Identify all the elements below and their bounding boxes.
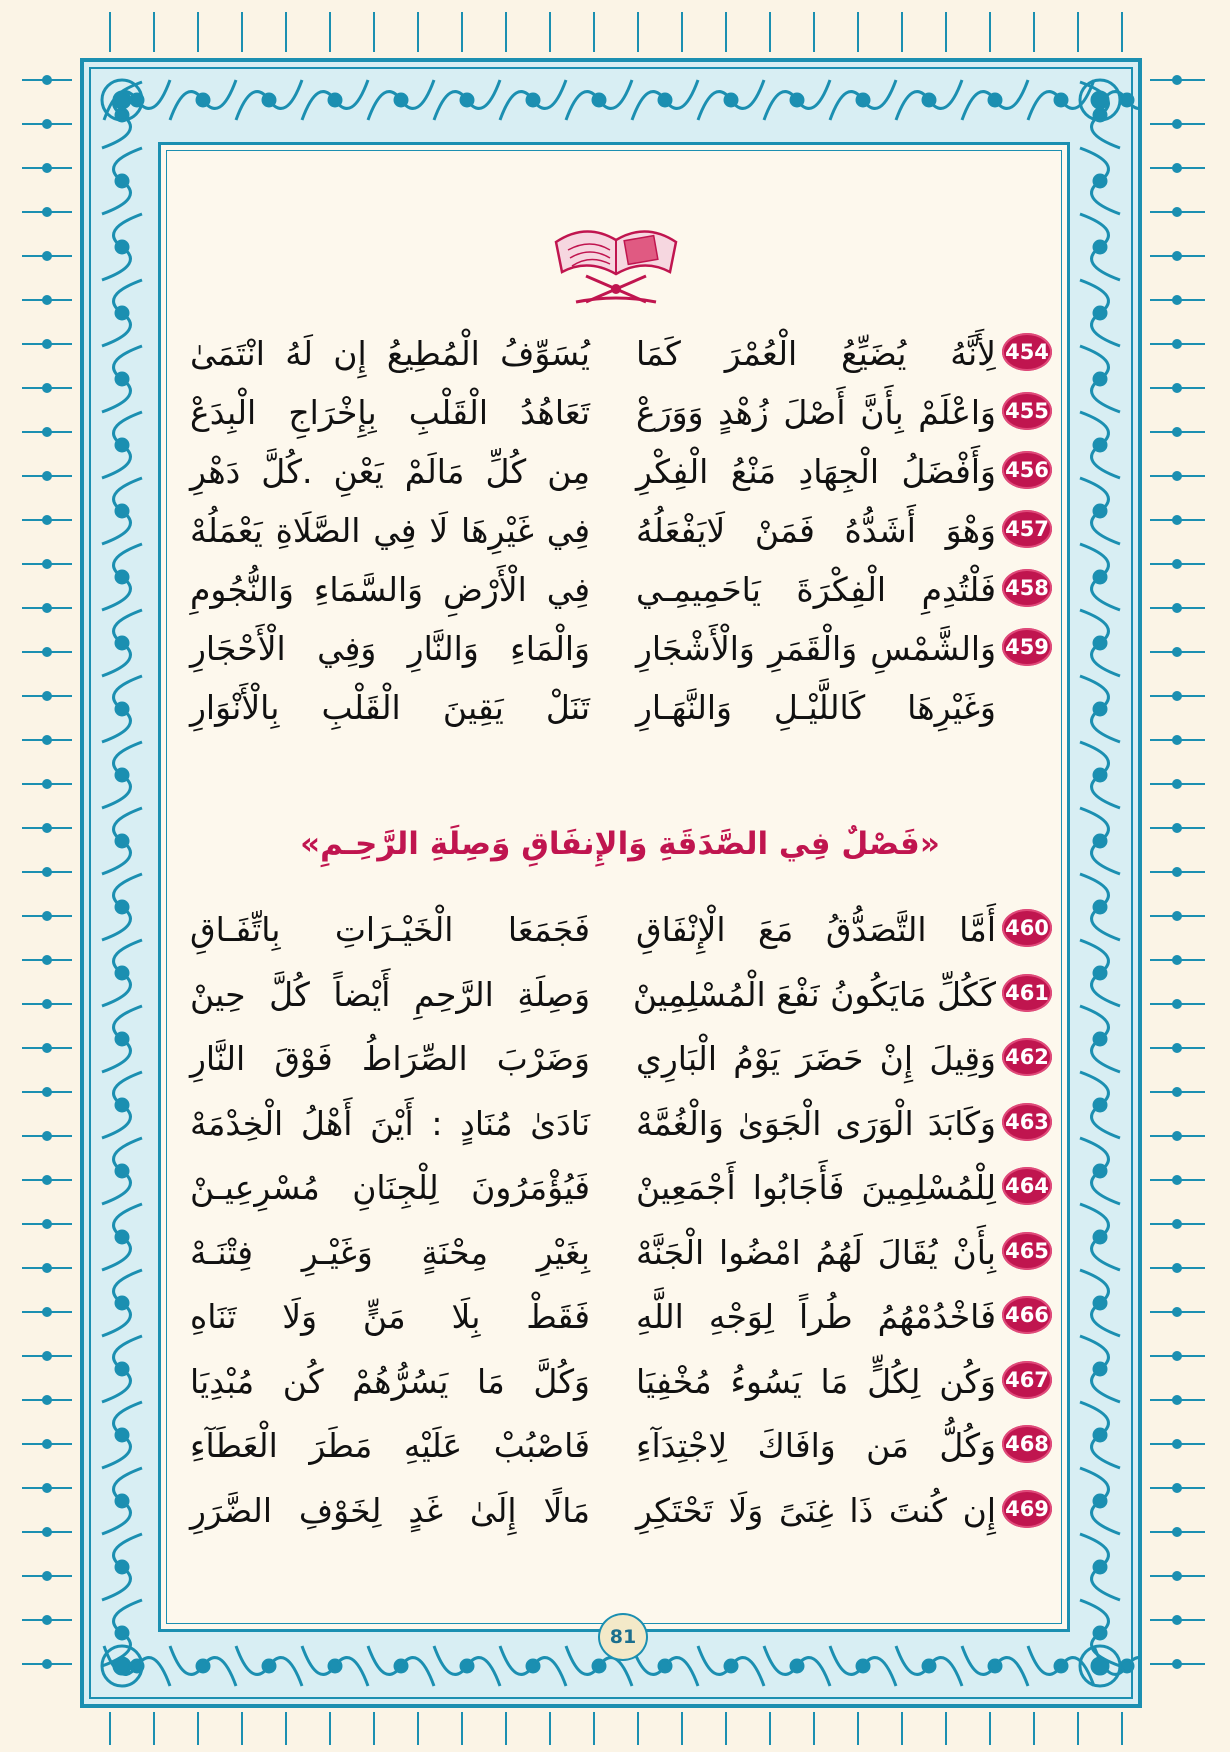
verse-second-hemistich: فِي الْأَرْضِ وَالسَّمَاءِ وَالنُّجُومِ (190, 570, 590, 609)
verse-second-hemistich: تَعَاهُدُ الْقَلْبِ بِإِخْرَاجِ الْبِدَعْ (190, 393, 590, 432)
verse-row (180, 1032, 1060, 1090)
verse-second-hemistich: وَصِلَةِ الرَّحِمِ أَيْضاً كُلَّ حِينْ (190, 974, 590, 1014)
verse-first-hemistich: فَلْتُدِمِ الْفِكْرَةَ يَاحَمِيمِـي (636, 570, 996, 609)
verse-row (180, 681, 1060, 739)
verse-number-badge: 469 (1002, 1490, 1052, 1528)
verse-first-hemistich: وَكُن لِكُلٍّ مَا يَسُوءُ مُخْفِيَا (636, 1361, 996, 1401)
verse-first-hemistich: وَهْوَ أَشَدُّهُ فَمَنْ لَايَفْعَلُهُ (636, 511, 996, 550)
verse-second-hemistich: نَادَىٰ مُنَادٍ : أَيْنَ أَهْلُ الْخِدْمَهْ (190, 1103, 590, 1143)
verse-number-badge: 462 (1002, 1038, 1052, 1076)
verse-second-hemistich: يُسَوِّفُ الْمُطِيعُ إِن لَهُ انْتَمَىٰ (190, 334, 590, 373)
verse-row (180, 622, 1060, 680)
verse-number-badge: 458 (1002, 569, 1052, 607)
verse-number-badge: 466 (1002, 1296, 1052, 1334)
verse-row (180, 1484, 1060, 1542)
verse-first-hemistich: وَكُلُّ مَن وَافَاكَ لِاجْتِدَآءِ (636, 1426, 996, 1465)
verse-first-hemistich: فَاخْدُمْهُمُ طُراً لِوَجْهِ اللَّهِ (636, 1297, 996, 1336)
verse-row (180, 563, 1060, 621)
verse-second-hemistich: مِن كُلِّ مَالَمْ يَعْنِ .كُلَّ دَهْرِ (190, 452, 590, 491)
verse-number-badge: 454 (1002, 333, 1052, 371)
verse-row (180, 445, 1060, 503)
verse-second-hemistich: فِي غَيْرِهَا لَا فِي الصَّلَاةِ يَعْمَلُهْ (190, 511, 590, 550)
verse-row (180, 968, 1060, 1026)
verse-first-hemistich: لِلْمُسْلِمِينَ فَأَجَابُوا أَجْمَعِينْ (636, 1168, 996, 1207)
verse-second-hemistich: بِغَيْرِ مِحْنَةٍ وَغَيْـرِ فِتْنَـهْ (190, 1232, 590, 1272)
verse-first-hemistich: أَمَّا التَّصَدُّقُ مَعَ الْإِنْفَاقِ (636, 910, 996, 949)
verse-row (180, 1419, 1060, 1477)
verse-second-hemistich: تَنَلْ يَقِينَ الْقَلْبِ بِالْأَنْوَارِ (190, 688, 590, 727)
verse-row (180, 1226, 1060, 1284)
verse-number-badge: 461 (1002, 974, 1052, 1012)
verse-second-hemistich: فَيُؤْمَرُونَ لِلْجِنَانِ مُسْرِعِيـنْ (190, 1168, 590, 1207)
verse-row (180, 1097, 1060, 1155)
verse-first-hemistich: إِن كُنتَ ذَا غِنَىً وَلَا تَحْتَكِرِ (636, 1490, 996, 1530)
verse-row (180, 386, 1060, 444)
verse-number-badge: 457 (1002, 510, 1052, 548)
verse-number-badge: 468 (1002, 1425, 1052, 1463)
verse-second-hemistich: وَكُلَّ مَا يَسُرُّهُمْ كُن مُبْدِيَا (190, 1361, 590, 1401)
chapter-title: «فَصْلٌ فِي الصَّدَقَةِ وَالإِنفَاقِ وَصِلَةِ الرَّحِـمِ» (300, 826, 940, 862)
verse-number-badge: 459 (1002, 628, 1052, 666)
verse-first-hemistich: وَغَيْرِهَا كَاللَّيْـلِ وَالنَّهَـارِ (636, 688, 996, 727)
verse-second-hemistich: فَقَطْ بِلَا مَنٍّ وَلَا تَنَاهِ (190, 1297, 590, 1336)
verse-row (180, 504, 1060, 562)
verse-number-badge: 465 (1002, 1232, 1052, 1270)
verse-row (180, 903, 1060, 961)
verse-first-hemistich: بِأَنْ يُقَالَ لَهُمُ امْضُوا الْجَنَّهْ (636, 1232, 996, 1272)
verse-number-badge: 464 (1002, 1167, 1052, 1205)
verse-row (180, 1161, 1060, 1219)
verse-number-badge: 460 (1002, 909, 1052, 947)
verse-second-hemistich: مَالًا إِلَىٰ غَدٍ لِخَوْفِ الضَّرَرِ (190, 1490, 590, 1530)
verse-second-hemistich: فَجَمَعَا الْخَيْـرَاتِ بِاتِّفَـاقِ (190, 910, 590, 949)
verse-second-hemistich: وَالْمَاءِ وَالنَّارِ وَفِي الْأَحْجَارِ (190, 629, 590, 668)
verse-first-hemistich: لِأَنَّهُ يُضَيِّعُ الْعُمْرَ كَمَا (636, 334, 996, 373)
verse-first-hemistich: وَكَابَدَ الْوَرَى الْجَوَىٰ وَالْغُمَّهْ (636, 1103, 996, 1143)
verse-number-badge: 467 (1002, 1361, 1052, 1399)
verse-second-hemistich: فَاصْبُبْ عَلَيْهِ مَطَرَ الْعَطَآءِ (190, 1426, 590, 1465)
verse-first-hemistich: وَاعْلَمْ بِأَنَّ أَصْلَ زُهْدٍ وَوَرَعْ (636, 393, 996, 432)
page-number: 81 (598, 1613, 648, 1661)
verse-first-hemistich: وَأَفْضَلُ الْجِهَادِ مَنْعُ الْفِكْرِ (636, 452, 996, 491)
quran-book-icon (546, 202, 686, 312)
verse-first-hemistich: وَالشَّمْسِ وَالْقَمَرِ وَالْأَشْجَارِ (636, 629, 996, 668)
verse-second-hemistich: وَضَرْبَ الصِّرَاطُ فَوْقَ النَّارِ (190, 1039, 590, 1078)
verse-first-hemistich: كَكُلِّ مَايَكُونُ نَفْعَ الْمُسْلِمِينْ (632, 974, 996, 1014)
verse-row (180, 327, 1060, 385)
verse-number-badge: 455 (1002, 392, 1052, 430)
verse-number-badge: 463 (1002, 1103, 1052, 1141)
verse-row (180, 1290, 1060, 1348)
verse-row (180, 1355, 1060, 1413)
verse-first-hemistich: وَقِيلَ إِنْ حَضَرَ يَوْمُ الْبَارِي (636, 1039, 996, 1078)
verse-number-badge: 456 (1002, 451, 1052, 489)
